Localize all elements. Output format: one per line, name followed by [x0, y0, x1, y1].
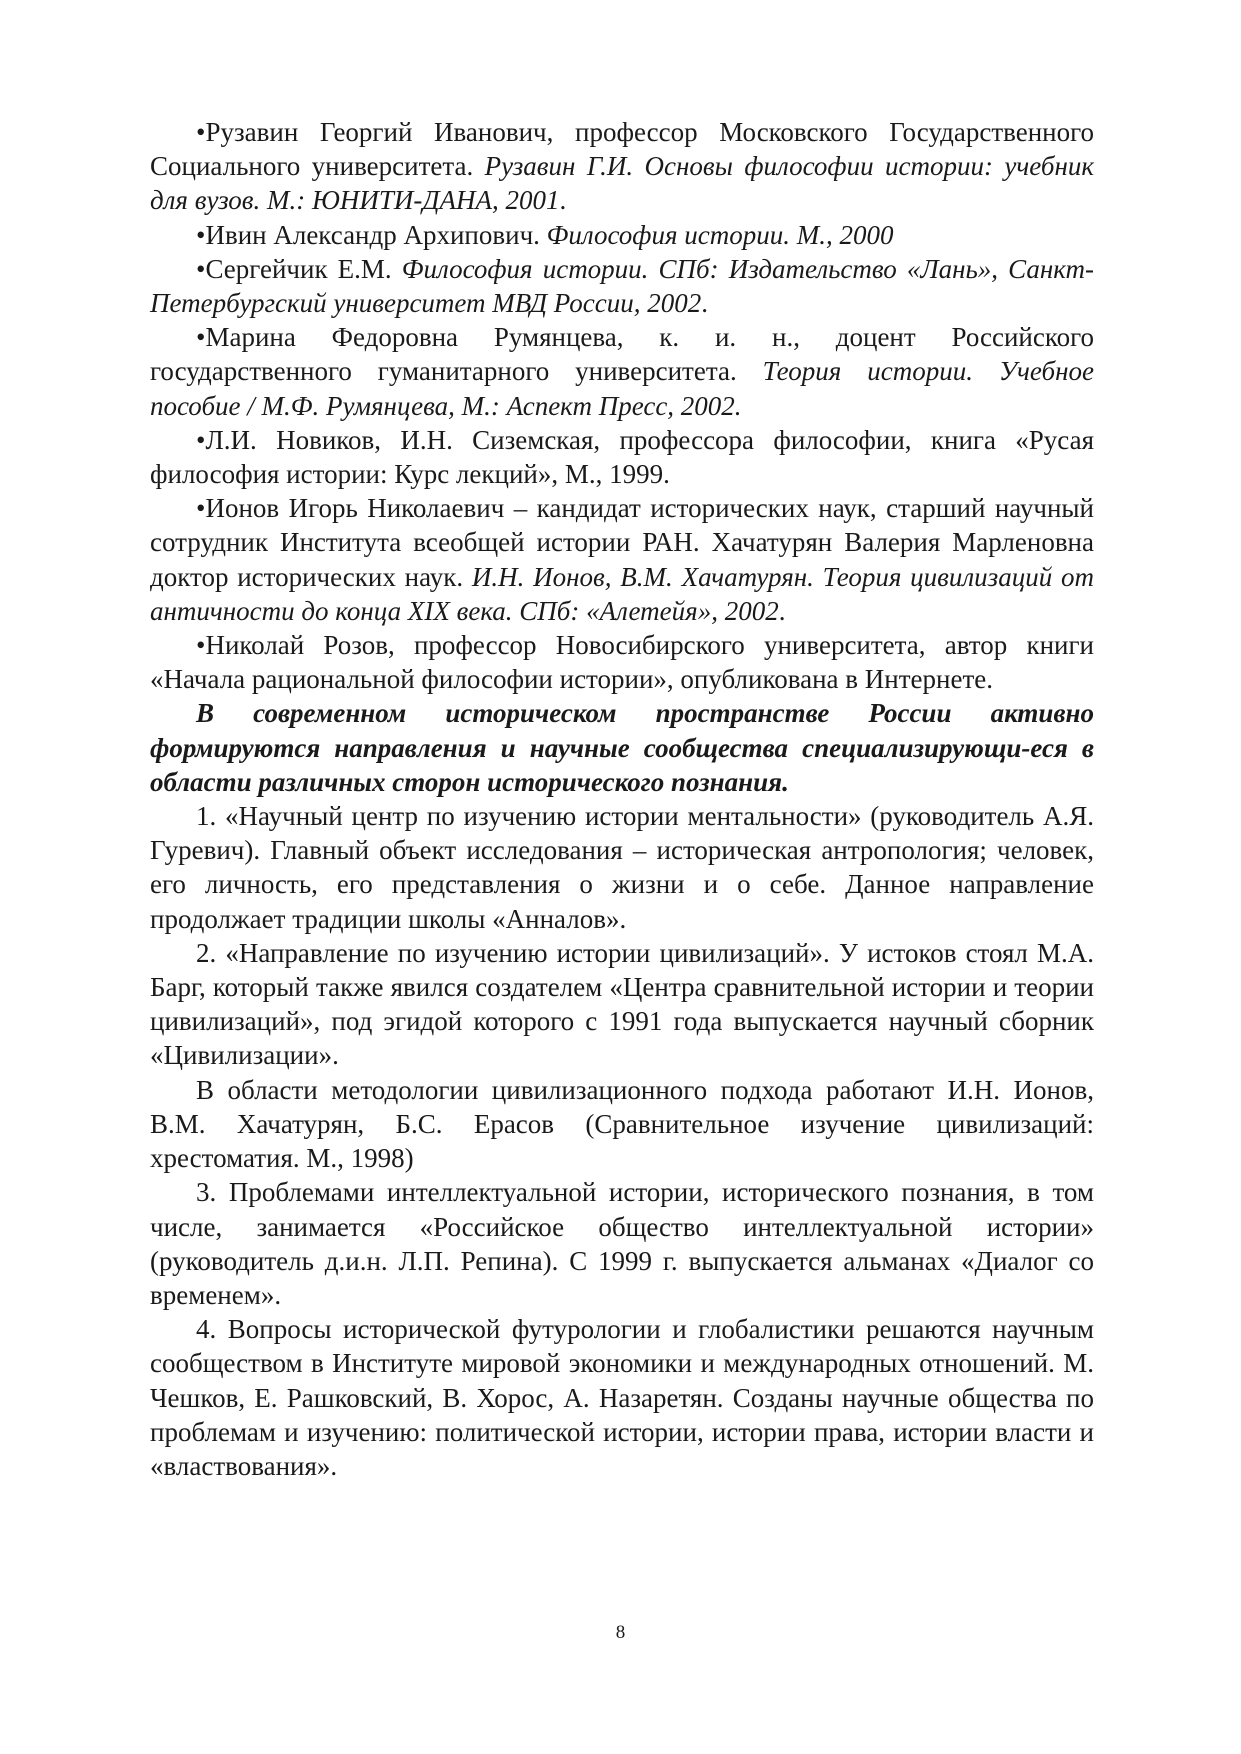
bibliography-entry-rumyantseva	[150, 320, 1094, 423]
list-item: 1. «Научный центр по изучению истории ментальности» (руководитель А.Я. Гуревич). Главный объект исследования – историческая антропология; человек, его личность, его представления о жизни и о себе. Данное направление продолжает традиции школы «Анналов».	[150, 801, 1094, 934]
list-item: В области методологии цивилизационного подхода работают И.Н. Ионов, В.М. Хачатурян, Б.С. Ерасов (Сравнительное изучение цивилизаций: хрестоматия. М., 1998)	[150, 1074, 1094, 1174]
section-heading: В современном историческом пространстве России активно формируются направления и научные сообщества специализирующи-еся в области различных сторон исторического познания.	[150, 698, 1094, 797]
entry-author: •Ивин Александр Архипович.	[196, 219, 547, 250]
entry-tail: .	[701, 288, 709, 319]
entry-citation: Теория истории. Учебное пособие / М.Ф. Румянцева, М.: Аспект Пресс, 2002.	[150, 356, 1094, 421]
list-item: 3. Проблемами интеллектуальной истории, исторического познания, в том числе, занимается «Российское общество интеллектуальной истории» (руководитель д.и.н. Л.П. Репина). С 1999 г. выпускается альманах «Диалог со временем».	[150, 1177, 1094, 1310]
entry-tail: .	[559, 185, 567, 216]
list-item: 2. «Направление по изучению истории цивилизаций». У истоков стоял М.А. Барг, который также явился создателем «Центра сравнительной истории и теории цивилизаций», под эгидой которого с 1991 года выпускается научный сборник «Цивилизации».	[150, 937, 1094, 1071]
list-item: 4. Вопросы исторической футурологии и глобалистики решаются научным сообществом в Институте мировой экономики и международных отношений. М. Чешков, Е. Рашковский, В. Хорос, А. Назаретян. Созданы научные общества по проблемам и изучению: политической истории, истории права, истории власти и «властвования».	[150, 1314, 1094, 1481]
entry-citation: Рузавин Г.И. Основы философии истории: учебник для вузов. М.: ЮНИТИ-ДАНА, 2001	[150, 151, 1094, 216]
page-number: 8	[615, 1622, 626, 1643]
entry-citation: Философия истории. М., 2000	[546, 219, 894, 250]
entry-author: •Марина Федоровна Румянцева, к. и. н., доцент Российского государственного гуманитарного университета.	[150, 322, 1094, 387]
bibliography-entry-ionov	[150, 491, 1094, 628]
entry-tail: .	[778, 595, 786, 626]
entry-author: •Л.И. Новиков, И.Н. Сиземская, профессора философии, книга «Русая философия истории: Курс лекций», М., 1999.	[150, 424, 1094, 490]
bibliography-entry-ruzavin	[150, 115, 1094, 218]
bibliography-entry-novikov	[150, 423, 1094, 491]
entry-author: •Рузавин Георгий Иванович, профессор Московского Государственного Социального университета.	[150, 117, 1094, 182]
entry-author: •Сергейчик Е.М.	[196, 253, 402, 284]
entry-author: •Николай Розов, профессор Новосибирского университета, автор книги «Начала рациональной философии истории», опубликована в Интернете.	[150, 630, 1094, 695]
entry-citation: И.Н. Ионов, В.М. Хачатурян. Теория цивилизаций от античности до конца XIX века. СПб: «Алетейя», 2002	[150, 561, 1094, 626]
bibliography-entry-sergeychik	[150, 252, 1094, 320]
page-body	[150, 115, 1094, 1483]
bibliography-entry-rozov	[150, 628, 1094, 696]
entry-author: •Ионов Игорь Николаевич – кандидат исторических наук, старший научный сотрудник Института всеобщей истории РАН. Хачатурян Валерия Марленовна доктор исторических наук.	[150, 493, 1094, 592]
bibliography-entry-ivin	[150, 218, 1094, 252]
entry-citation: Философия истории. СПб: Издательство «Лань», Санкт-Петербургский университет МВД России, 2002	[150, 253, 1095, 319]
